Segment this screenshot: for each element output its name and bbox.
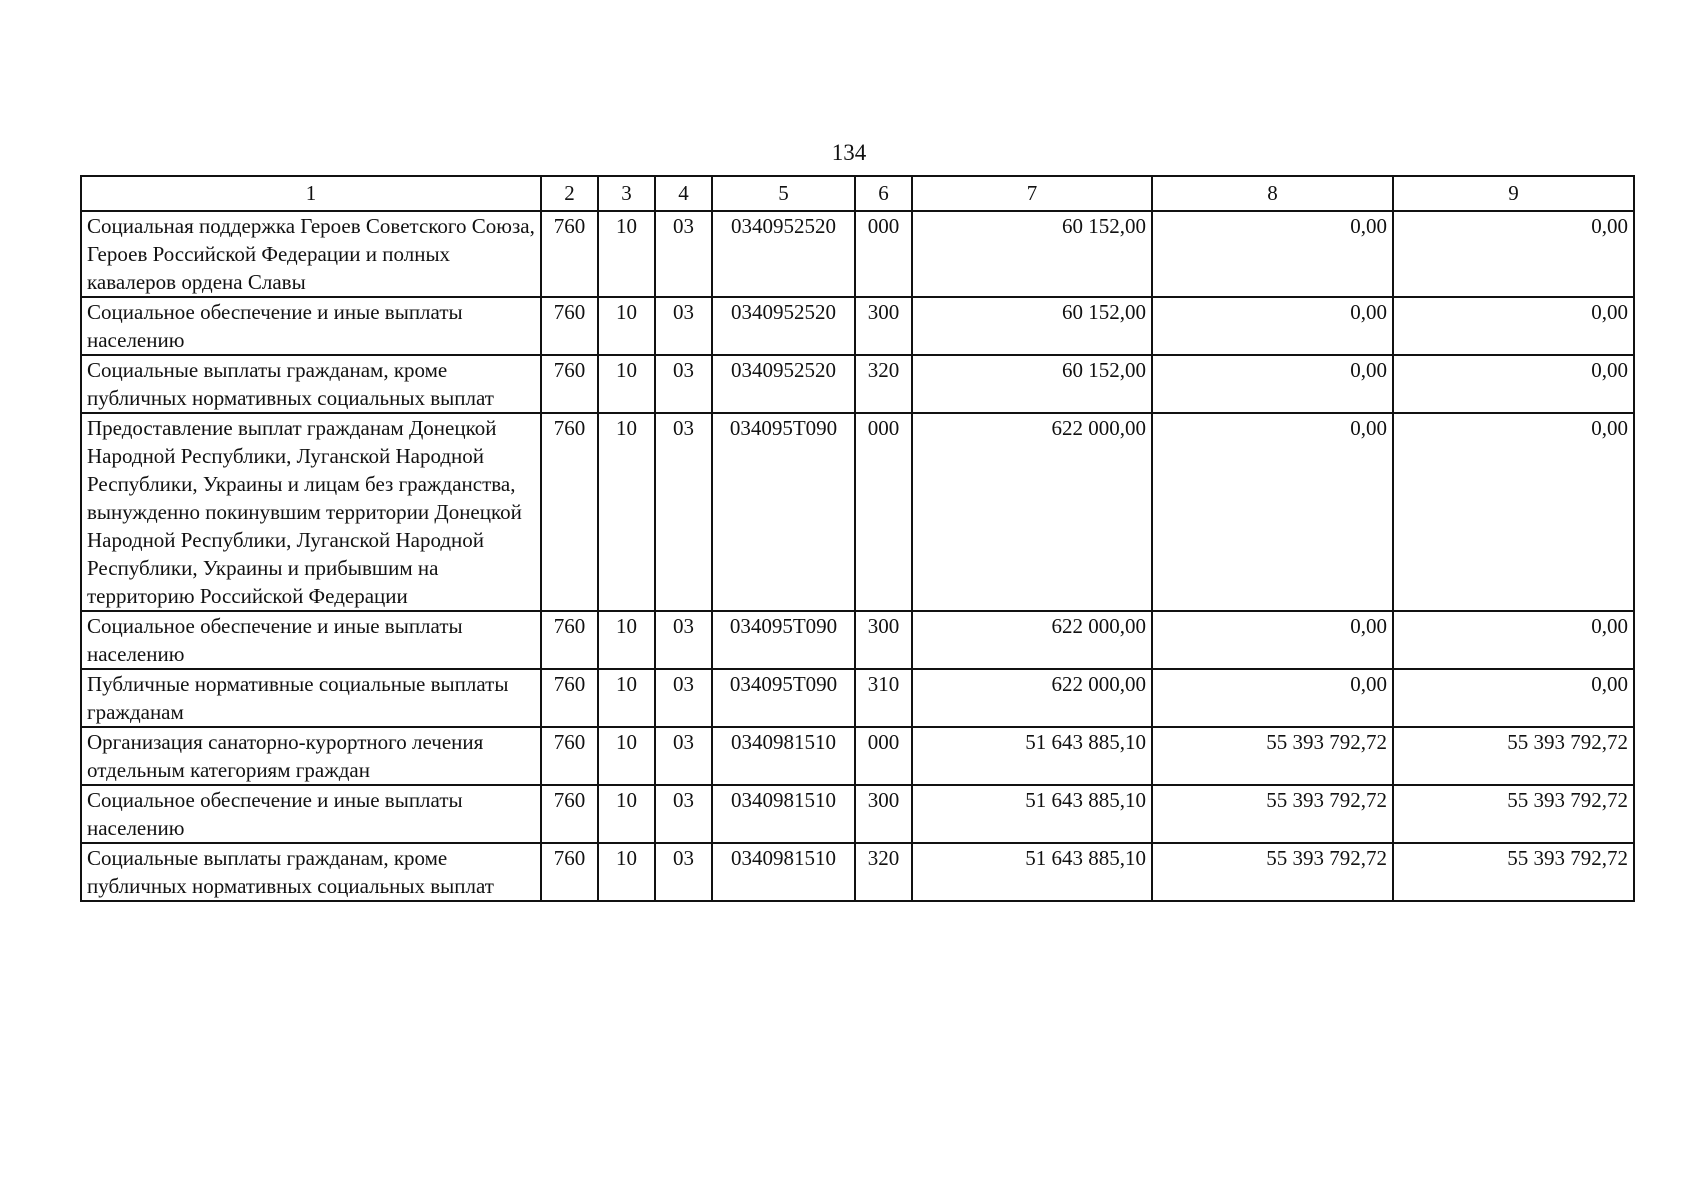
code-cell-3: 10	[598, 413, 655, 611]
column-header-7: 7	[912, 176, 1152, 211]
code-cell-2: 760	[541, 297, 598, 355]
table-row	[81, 355, 1634, 413]
amount-cell-9: 0,00	[1393, 611, 1634, 669]
amount-cell-9: 0,00	[1393, 413, 1634, 611]
column-header-6: 6	[855, 176, 912, 211]
code-cell-3: 10	[598, 785, 655, 843]
code-cell-5: 0340981510	[712, 727, 855, 785]
code-cell-6: 000	[855, 211, 912, 297]
code-cell-3: 10	[598, 669, 655, 727]
name-cell: Предоставление выплат гражданам Донецкой Народной Республики, Луганской Народной Республики, Украины и лицам без гражданства, вынужденно покинувшим территории Донецкой Народной Республики, Луганской Народной Республики, Украины и прибывшим на территорию Российской Федерации	[81, 413, 541, 611]
table-row	[81, 785, 1634, 843]
table-row	[81, 413, 1634, 611]
code-cell-6: 320	[855, 843, 912, 901]
code-cell-6: 300	[855, 785, 912, 843]
name-cell: Социальные выплаты гражданам, кроме публичных нормативных социальных выплат	[81, 355, 541, 413]
amount-cell-8: 55 393 792,72	[1152, 843, 1393, 901]
amount-cell-9: 0,00	[1393, 669, 1634, 727]
code-cell-3: 10	[598, 355, 655, 413]
code-cell-4: 03	[655, 727, 712, 785]
column-header-8: 8	[1152, 176, 1393, 211]
code-cell-2: 760	[541, 785, 598, 843]
code-cell-4: 03	[655, 669, 712, 727]
amount-cell-7: 60 152,00	[912, 297, 1152, 355]
table-body	[81, 211, 1634, 901]
budget-table	[80, 175, 1635, 902]
code-cell-2: 760	[541, 611, 598, 669]
code-cell-4: 03	[655, 611, 712, 669]
code-cell-4: 03	[655, 355, 712, 413]
amount-cell-8: 55 393 792,72	[1152, 727, 1393, 785]
table-row	[81, 669, 1634, 727]
amount-cell-8: 55 393 792,72	[1152, 785, 1393, 843]
page-number: 134	[831, 140, 867, 165]
code-cell-6: 310	[855, 669, 912, 727]
column-header-5: 5	[712, 176, 855, 211]
column-header-4: 4	[655, 176, 712, 211]
amount-cell-7: 622 000,00	[912, 669, 1152, 727]
amount-cell-7: 622 000,00	[912, 611, 1152, 669]
code-cell-5: 034095Т090	[712, 611, 855, 669]
amount-cell-7: 51 643 885,10	[912, 843, 1152, 901]
code-cell-3: 10	[598, 843, 655, 901]
code-cell-5: 0340952520	[712, 297, 855, 355]
code-cell-5: 0340981510	[712, 843, 855, 901]
code-cell-4: 03	[655, 297, 712, 355]
name-cell: Организация санаторно-курортного лечения отдельным категориям граждан	[81, 727, 541, 785]
column-header-2: 2	[541, 176, 598, 211]
code-cell-5: 0340981510	[712, 785, 855, 843]
amount-cell-7: 60 152,00	[912, 211, 1152, 297]
amount-cell-9: 0,00	[1393, 355, 1634, 413]
code-cell-2: 760	[541, 843, 598, 901]
amount-cell-7: 622 000,00	[912, 413, 1152, 611]
amount-cell-8: 0,00	[1152, 669, 1393, 727]
amount-cell-7: 60 152,00	[912, 355, 1152, 413]
name-cell: Социальное обеспечение и иные выплаты населению	[81, 297, 541, 355]
code-cell-5: 0340952520	[712, 211, 855, 297]
code-cell-2: 760	[541, 355, 598, 413]
code-cell-4: 03	[655, 413, 712, 611]
code-cell-2: 760	[541, 727, 598, 785]
header-row	[81, 176, 1634, 211]
code-cell-3: 10	[598, 297, 655, 355]
column-header-3: 3	[598, 176, 655, 211]
code-cell-6: 300	[855, 297, 912, 355]
code-cell-5: 034095Т090	[712, 413, 855, 611]
code-cell-4: 03	[655, 843, 712, 901]
code-cell-3: 10	[598, 611, 655, 669]
amount-cell-8: 0,00	[1152, 355, 1393, 413]
amount-cell-7: 51 643 885,10	[912, 785, 1152, 843]
table-row	[81, 211, 1634, 297]
code-cell-6: 320	[855, 355, 912, 413]
code-cell-6: 000	[855, 413, 912, 611]
table-row	[81, 727, 1634, 785]
amount-cell-7: 51 643 885,10	[912, 727, 1152, 785]
amount-cell-8: 0,00	[1152, 611, 1393, 669]
amount-cell-8: 0,00	[1152, 413, 1393, 611]
amount-cell-9: 55 393 792,72	[1393, 727, 1634, 785]
name-cell: Социальное обеспечение и иные выплаты населению	[81, 785, 541, 843]
code-cell-2: 760	[541, 211, 598, 297]
code-cell-6: 300	[855, 611, 912, 669]
column-header-1: 1	[81, 176, 541, 211]
table-row	[81, 611, 1634, 669]
name-cell: Социальные выплаты гражданам, кроме публичных нормативных социальных выплат	[81, 843, 541, 901]
amount-cell-8: 0,00	[1152, 211, 1393, 297]
amount-cell-9: 55 393 792,72	[1393, 843, 1634, 901]
table-row	[81, 843, 1634, 901]
table-header	[81, 176, 1634, 211]
name-cell: Социальное обеспечение и иные выплаты населению	[81, 611, 541, 669]
code-cell-3: 10	[598, 211, 655, 297]
amount-cell-9: 0,00	[1393, 297, 1634, 355]
code-cell-3: 10	[598, 727, 655, 785]
amount-cell-9: 0,00	[1393, 211, 1634, 297]
name-cell: Публичные нормативные социальные выплаты гражданам	[81, 669, 541, 727]
table-row	[81, 297, 1634, 355]
code-cell-2: 760	[541, 669, 598, 727]
name-cell: Социальная поддержка Героев Советского Союза, Героев Российской Федерации и полных кавалеров ордена Славы	[81, 211, 541, 297]
code-cell-5: 034095Т090	[712, 669, 855, 727]
code-cell-4: 03	[655, 211, 712, 297]
amount-cell-9: 55 393 792,72	[1393, 785, 1634, 843]
code-cell-4: 03	[655, 785, 712, 843]
code-cell-6: 000	[855, 727, 912, 785]
code-cell-5: 0340952520	[712, 355, 855, 413]
code-cell-2: 760	[541, 413, 598, 611]
column-header-9: 9	[1393, 176, 1634, 211]
amount-cell-8: 0,00	[1152, 297, 1393, 355]
